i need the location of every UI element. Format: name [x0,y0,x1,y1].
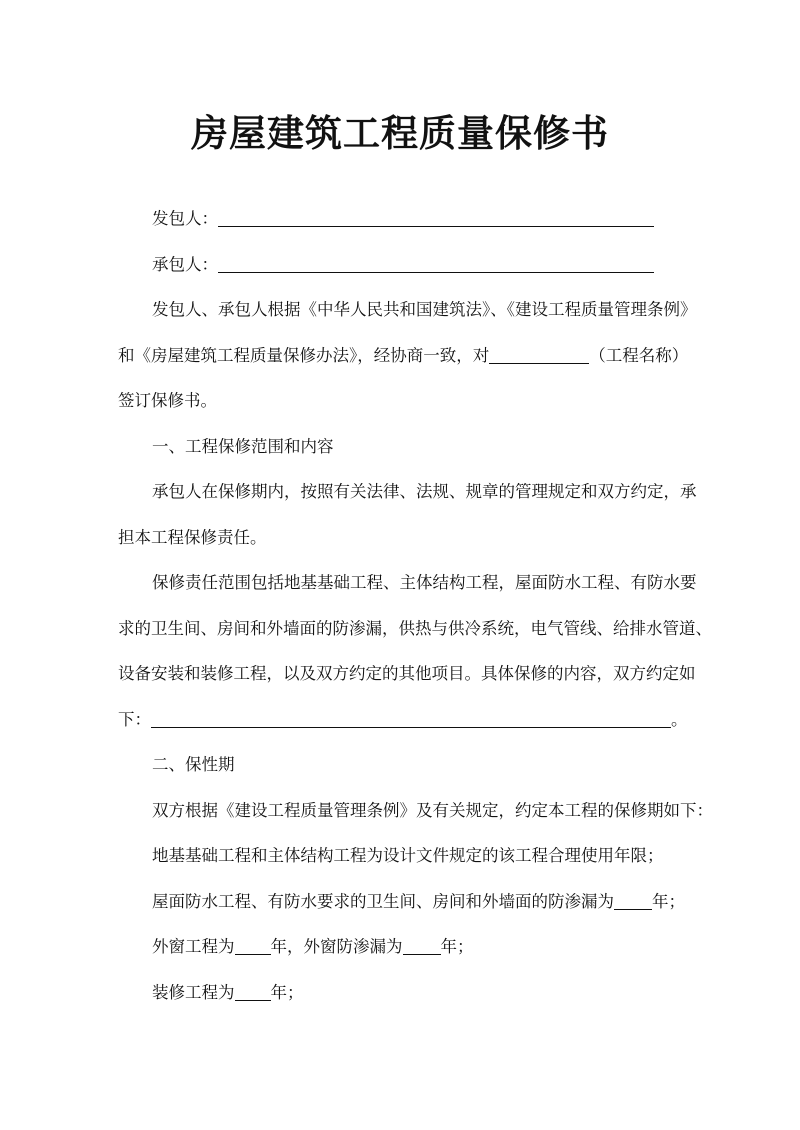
item3-text-b: 年，外窗防渗漏为 [270,937,403,956]
section2-heading: 二、保性期 [152,755,235,774]
section1-p2-line-2: 求的卫生间、房间和外墙面的防渗漏，供热与供冷系统，电气管线、给排水管道、 [118,619,712,638]
party-a-blank[interactable] [218,210,654,227]
party-a-label: 发包人： [152,209,218,228]
intro-line-1: 发包人、承包人根据《中华人民共和国建筑法》、《建设工程质量管理条例》 [152,300,697,319]
project-name-label: （工程名称） [589,346,689,365]
party-b-blank[interactable] [218,256,654,273]
party-b-label: 承包人： [152,255,218,274]
item4-unit: 年； [270,983,304,1002]
item3-unit: 年； [440,937,474,956]
section2-item-2 [152,891,687,913]
window-leak-years-blank[interactable] [403,938,441,955]
window-years-blank[interactable] [235,938,271,955]
scope-end: 。 [671,710,688,729]
section2-item-3 [152,936,687,958]
section2-p1: 双方根据《建设工程质量管理条例》及有关规定，约定本工程的保修期如下： [152,801,713,820]
intro-line-3: 签订保修书。 [118,391,217,410]
item3-text-a: 外窗工程为 [152,937,235,956]
section2-item-4 [152,982,687,1004]
intro-line-2 [118,345,689,367]
section1-p1-line-2: 担本工程保修责任。 [118,528,267,547]
waterproof-years-blank[interactable] [614,893,652,910]
scope-blank[interactable] [151,711,671,728]
project-name-blank[interactable] [489,347,589,364]
intro-text: 和《房屋建筑工程质量保修办法》，经协商一致，对 [118,346,490,365]
section1-p2-line-3: 设备安装和装修工程，以及双方约定的其他项目。具体保修的内容，双方约定如 [118,664,696,683]
section2-item-1: 地基基础工程和主体结构工程为设计文件规定的该工程合理使用年限； [152,846,664,865]
section1-p2-line-1: 保修责任范围包括地基基础工程、主体结构工程，屋面防水工程、有防水要 [152,573,697,592]
section1-p2-line-4 [118,709,688,731]
section1-heading: 一、工程保修范围和内容 [152,437,334,456]
party-a-line [152,208,687,230]
item4-text: 装修工程为 [152,983,235,1002]
party-b-line [152,254,687,276]
scope-label: 下： [118,710,151,729]
item2-unit: 年； [652,892,685,911]
section1-p1-line-1: 承包人在保修期内，按照有关法律、法规、规章的管理规定和双方约定，承 [152,482,697,501]
document-title: 房屋建筑工程质量保修书 [191,111,609,155]
item2-text: 屋面防水工程、有防水要求的卫生间、房间和外墙面的防渗漏为 [152,892,614,911]
decoration-years-blank[interactable] [235,984,271,1001]
